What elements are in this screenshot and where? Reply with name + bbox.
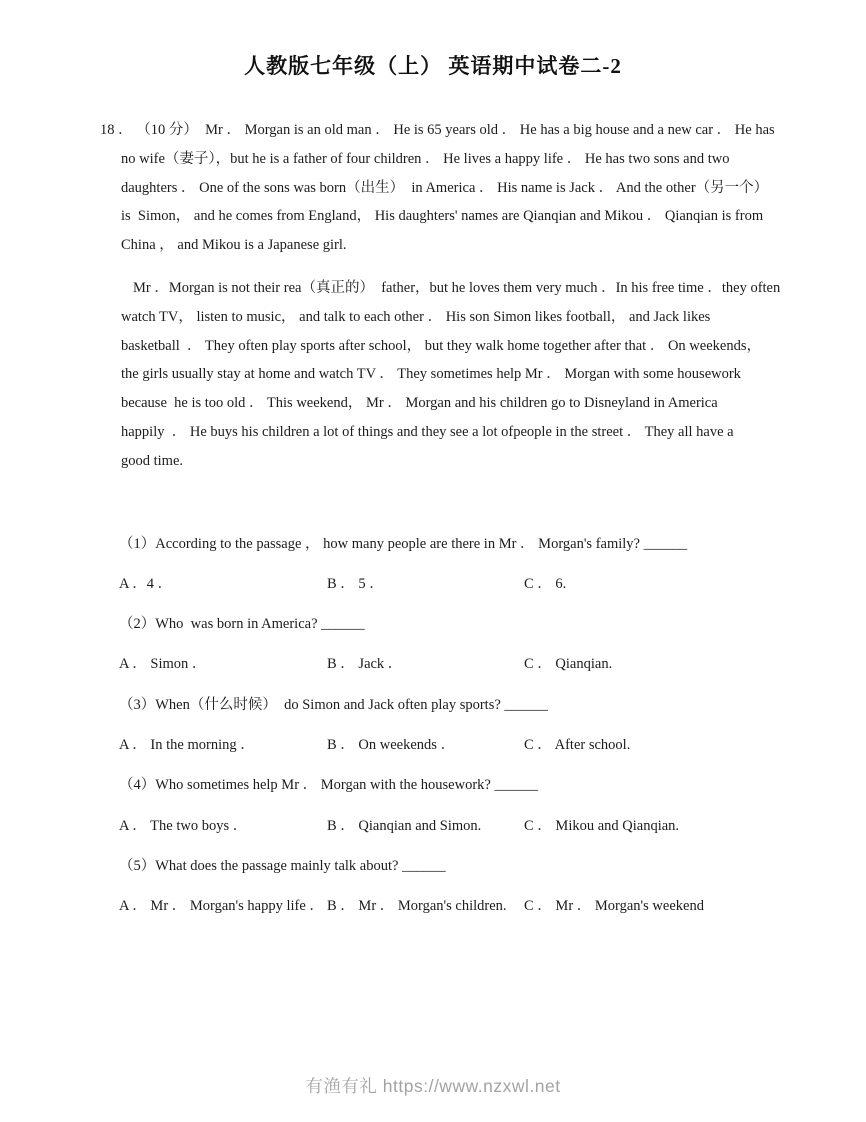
option-b: B ． On weekends ． — [327, 737, 456, 754]
option-b: B ． Qianqian and Simon. — [327, 817, 482, 834]
question-block-3 — [119, 685, 770, 766]
option-c: C ． After school. — [524, 737, 631, 754]
passage-line: Mr ．Morgan is not their rea（真正的） father，but he loves them very much ．In his free time ．they often — [133, 279, 781, 296]
question-prompt: （1）According to the passage ， how many people are there in Mr ． Morgan's family? ______ — [119, 535, 688, 552]
question-section — [100, 524, 770, 927]
passage-line: daughters ． One of the sons was born（出生） in America ． His name is Jack ． And the other（另一个） — [121, 179, 769, 196]
question-block-1 — [119, 524, 770, 605]
option-row — [119, 725, 770, 765]
watermark-footer-text: 有渔有礼 https://www.nzxwl.net — [305, 1076, 561, 1096]
option-c: C ． 6. — [524, 575, 567, 592]
passage-line: the girls usually stay at home and watch TV ． They sometimes help Mr ． Morgan with some housework — [121, 366, 741, 383]
option-c: C ． Mr ． Morgan's weekend — [524, 898, 704, 915]
option-b: B ． Mr ． Morgan's children. — [327, 898, 507, 915]
passage-paragraph-2 — [100, 274, 781, 476]
option-row — [119, 886, 770, 926]
question-block-2 — [119, 604, 770, 685]
option-row — [119, 806, 770, 846]
passage-line: 18 ． （10 分） Mr ． Morgan is an old man ． He is 65 years old ． He has a big house and a new car ． He has — [100, 122, 775, 138]
question-block-5 — [119, 846, 770, 927]
question-prompt: （3）When（什么时候） do Simon and Jack often play sports? ______ — [119, 696, 548, 713]
passage-line: watch TV， listen to music， and talk to each other ． His son Simon likes football， and Jack likes — [121, 308, 711, 325]
option-row — [119, 564, 770, 604]
option-row — [119, 644, 770, 684]
passage-line: good time. — [121, 452, 184, 469]
question-prompt: （4）Who sometimes help Mr ． Morgan with the housework? ______ — [119, 777, 538, 794]
passage-line: China ， and Mikou is a Japanese girl. — [121, 237, 347, 254]
passage-line: because he is too old ． This weekend， Mr ． Morgan and his children go to Disneyland in America — [121, 395, 718, 412]
option-b: B ． 5 ． — [327, 575, 384, 592]
option-a: A ． Simon ． — [119, 656, 207, 673]
passage-line: basketball ． They often play sports after school， but they walk home together after that ． On weekends， — [121, 337, 761, 354]
option-a: A ． The two boys ． — [119, 817, 248, 834]
question-prompt: （2）Who was born in America? ______ — [119, 616, 365, 633]
option-a: A ．4 ． — [119, 575, 173, 592]
option-a: A ． Mr ． Morgan's happy life ． — [119, 898, 324, 915]
option-c: C ． Qianqian. — [524, 656, 613, 673]
option-a: A ． In the morning ． — [119, 737, 255, 754]
passage-line: no wife（妻子），but he is a father of four children ． He lives a happy life ． He has two sons and two — [121, 150, 730, 167]
document-content — [100, 116, 781, 927]
passage-line: happily ． He buys his children a lot of things and they see a lot ofpeople in the street ． They all have a — [121, 423, 734, 440]
page-title: 人教版七年级（上） 英语期中试卷二-2 — [244, 54, 622, 78]
passage-paragraph-1 — [100, 116, 775, 260]
option-b: B ． Jack ． — [327, 656, 403, 673]
question-block-4 — [119, 765, 770, 846]
passage-line: is Simon， and he comes from England， His daughters' names are Qianqian and Mikou ． Qianqian is from — [121, 208, 764, 225]
question-prompt: （5）What does the passage mainly talk about? ______ — [119, 857, 446, 874]
option-c: C ． Mikou and Qianqian. — [524, 817, 680, 834]
